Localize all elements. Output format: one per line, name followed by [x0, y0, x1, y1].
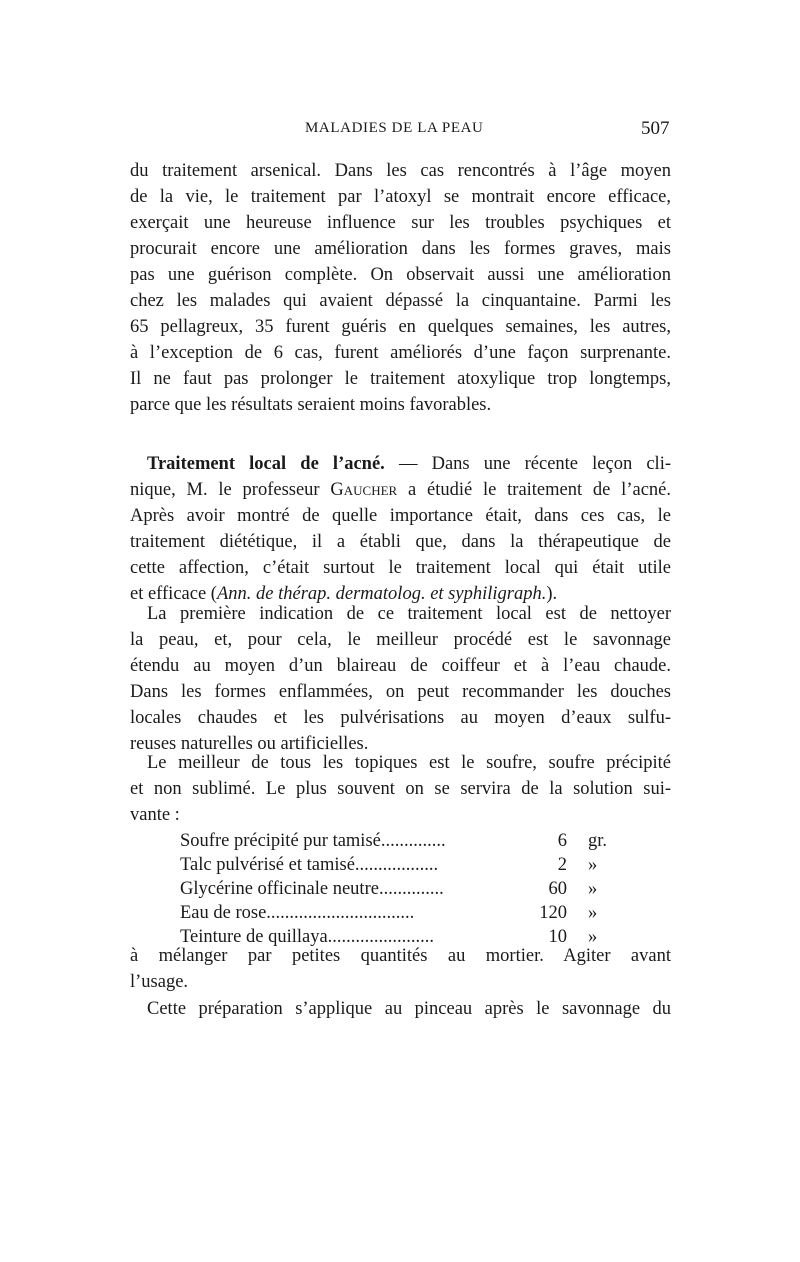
text-line — [130, 477, 671, 503]
text-line: Il ne faut pas prolonger le traitement atoxylique trop longtemps, — [130, 369, 671, 389]
recipe-quantity: 60 — [548, 879, 567, 899]
text-line: Cette préparation s’applique au pinceau après le savonnage du — [147, 999, 671, 1019]
paragraph-cleansing — [130, 601, 671, 757]
recipe-unit: » — [588, 855, 598, 875]
text-line: l’usage. — [130, 972, 189, 992]
text-line: vante : — [130, 805, 180, 825]
text-run: — Dans une récente leçon cli- — [384, 454, 671, 474]
recipe-ingredient: Soufre précipité pur tamisé.............. — [180, 831, 446, 851]
text-line: à l’exception de 6 cas, furent améliorés d’une façon surprenante. — [130, 343, 671, 363]
recipe-ingredient: Eau de rose................................ — [180, 903, 415, 923]
text-line — [130, 451, 671, 477]
text-run: et efficace ( — [130, 584, 217, 604]
page-number: 507 — [641, 118, 670, 139]
author-name: Gaucher — [330, 480, 398, 500]
text-line: Le meilleur de tous les topiques est le soufre, soufre précipité — [147, 753, 671, 773]
page-header — [0, 118, 800, 140]
text-line: reuses naturelles ou artificielles. — [130, 734, 369, 754]
text-line: chez les malades qui avaient dépassé la cinquantaine. Parmi les — [130, 291, 671, 311]
text-line: Dans les formes enflammées, on peut recommander les douches — [130, 682, 671, 702]
recipe-ingredient: Teinture de quillaya....................... — [180, 927, 435, 947]
recipe-ingredient: Glycérine officinale neutre.............. — [180, 879, 444, 899]
text-line: La première indication de ce traitement local est de nettoyer — [147, 604, 671, 624]
recipe-unit: » — [588, 927, 598, 947]
text-line: locales chaudes et les pulvérisations au moyen d’eaux sulfu- — [130, 708, 671, 728]
journal-reference: Ann. de thérap. dermatolog. et syphiligraph. — [216, 584, 547, 604]
recipe-quantity: 120 — [539, 903, 567, 923]
recipe-ingredient: Talc pulvérisé et tamisé.................. — [180, 855, 439, 875]
text-line: pas une guérison complète. On observait aussi une amélioration — [130, 265, 671, 285]
text-run: ). — [546, 584, 558, 604]
running-head: MALADIES DE LA PEAU — [305, 120, 484, 136]
recipe-unit: » — [588, 903, 598, 923]
recipe-quantity: 10 — [548, 927, 567, 947]
paragraph-acne-heading — [130, 451, 671, 607]
paragraph-application — [130, 996, 671, 1022]
text-line: du traitement arsenical. Dans les cas rencontrés à l’âge moyen — [130, 161, 671, 181]
text-line: la peau, et, pour cela, le meilleur procédé est le savonnage — [130, 630, 671, 650]
section-heading: Traitement local de l’acné. — [147, 454, 385, 474]
text-line: et non sublimé. Le plus souvent on se servira de la solution sui- — [130, 779, 671, 799]
text-line: Après avoir montré de quelle importance était, dans ces cas, le — [130, 506, 671, 526]
recipe-unit: » — [588, 879, 598, 899]
recipe-row — [180, 877, 640, 901]
paragraph-mixing — [130, 943, 671, 995]
recipe-quantity: 6 — [557, 831, 567, 851]
text-line: procurait encore une amélioration dans les formes graves, mais — [130, 239, 671, 259]
recipe-row — [180, 853, 640, 877]
text-line: exerçait une heureuse influence sur les troubles psychiques et — [130, 213, 671, 233]
text-run: a étudié le traitement de l’acné. — [397, 480, 671, 500]
text-line: cette affection, c’était surtout le traitement local qui était utile — [130, 558, 671, 578]
paragraph-topicals — [130, 750, 671, 828]
recipe-row — [180, 829, 640, 853]
recipe-quantity: 2 — [557, 855, 567, 875]
text-line: étendu au moyen d’un blaireau de coiffeur et à l’eau chaude. — [130, 656, 671, 676]
recipe-list — [180, 829, 640, 949]
text-line: à mélanger par petites quantités au mortier. Agiter avant — [130, 946, 671, 966]
text-run: nique, M. le professeur — [130, 480, 331, 500]
text-line: parce que les résultats seraient moins favorables. — [130, 395, 492, 415]
recipe-unit: gr. — [588, 831, 608, 851]
text-line: traitement diététique, il a établi que, dans la thérapeutique de — [130, 532, 671, 552]
recipe-row — [180, 901, 640, 925]
paragraph-atoxyl — [130, 158, 671, 418]
text-line: 65 pellagreux, 35 furent guéris en quelques semaines, les autres, — [130, 317, 671, 337]
text-line: de la vie, le traitement par l’atoxyl se montrait encore efficace, — [130, 187, 671, 207]
